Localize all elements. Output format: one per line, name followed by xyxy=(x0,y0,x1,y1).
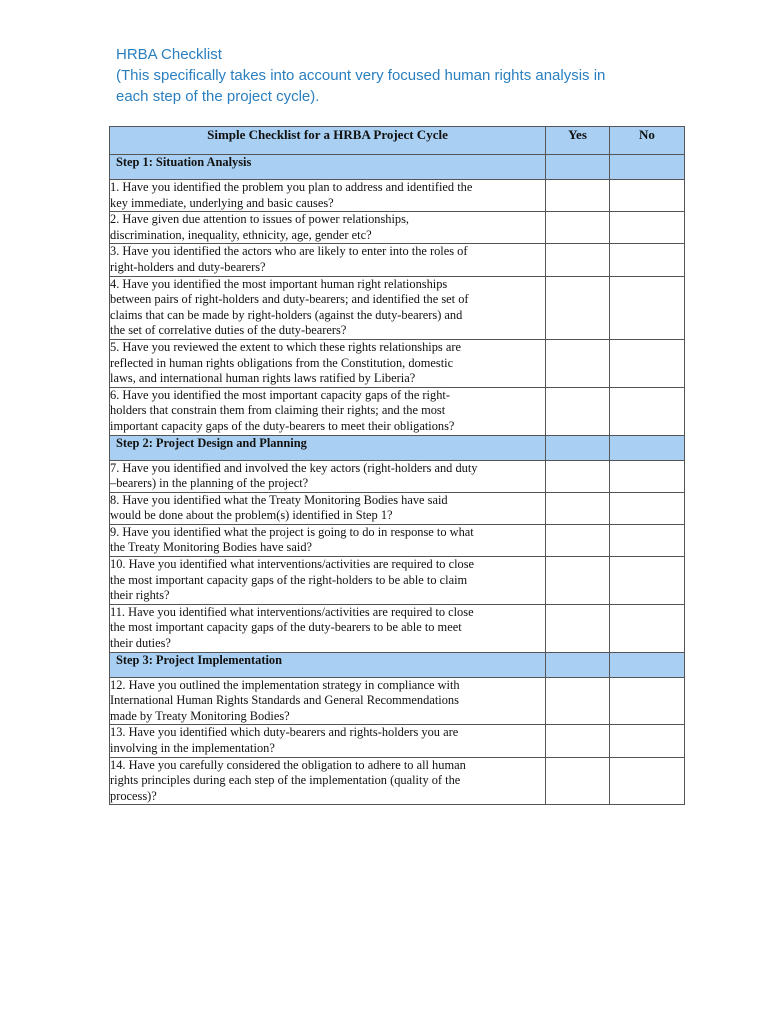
question-line: 6. Have you identified the most important capacity gaps of the right- xyxy=(110,387,450,402)
question-text xyxy=(110,757,546,805)
question-row xyxy=(110,276,685,339)
question-line: 4. Have you identified the most important human right relationships xyxy=(110,276,448,291)
step-header-row xyxy=(110,652,685,677)
question-text xyxy=(110,492,546,524)
question-line: 3. Have you identified the actors who are likely to enter into the roles of xyxy=(110,244,468,259)
question-line: discrimination, inequality, ethnicity, age, gender etc? xyxy=(110,227,372,242)
question-line: laws, and international human rights laws ratified by Liberia? xyxy=(110,371,416,386)
step-header-row xyxy=(110,155,685,180)
answer-yes-cell[interactable] xyxy=(546,339,610,387)
step-yes-cell xyxy=(546,155,610,180)
answer-yes-cell[interactable] xyxy=(546,244,610,276)
question-line: would be done about the problem(s) identified in Step 1? xyxy=(110,508,393,523)
step-no-cell xyxy=(610,155,685,180)
answer-no-cell[interactable] xyxy=(610,212,685,244)
answer-yes-cell[interactable] xyxy=(546,492,610,524)
checklist-body xyxy=(110,155,685,805)
answer-yes-cell[interactable] xyxy=(546,460,610,492)
document-subtitle-line-1: (This specifically takes into account very focused human rights analysis in xyxy=(116,67,606,84)
question-line: 11. Have you identified what interventions/activities are required to close xyxy=(110,604,474,619)
answer-no-cell[interactable] xyxy=(610,677,685,725)
answer-no-cell[interactable] xyxy=(610,276,685,339)
answer-no-cell[interactable] xyxy=(610,180,685,212)
question-line: the most important capacity gaps of the right-holders to be able to claim xyxy=(110,572,468,587)
question-text xyxy=(110,604,546,652)
question-line: 5. Have you reviewed the extent to which these rights relationships are xyxy=(110,339,461,354)
question-line: the Treaty Monitoring Bodies have said? xyxy=(110,540,313,555)
question-row xyxy=(110,677,685,725)
question-line: 9. Have you identified what the project is going to do in response to what xyxy=(110,524,474,539)
question-row xyxy=(110,212,685,244)
document-title: HRBA Checklist xyxy=(116,46,222,63)
question-line: between pairs of right-holders and duty-bearers; and identified the set of xyxy=(110,292,469,307)
question-row xyxy=(110,460,685,492)
answer-yes-cell[interactable] xyxy=(546,725,610,757)
question-line: 13. Have you identified which duty-bearers and rights-holders you are xyxy=(110,725,459,740)
question-line: important capacity gaps of the duty-bearers to meet their obligations? xyxy=(110,418,455,433)
question-line: the set of correlative duties of the duty-bearers? xyxy=(110,323,347,338)
question-text xyxy=(110,244,546,276)
question-line: –bearers) in the planning of the project? xyxy=(110,476,309,491)
question-text xyxy=(110,460,546,492)
question-line: 12. Have you outlined the implementation strategy in compliance with xyxy=(110,677,460,692)
question-row xyxy=(110,180,685,212)
question-line: reflected in human rights obligations from the Constitution, domestic xyxy=(110,355,454,370)
question-line: right-holders and duty-bearers? xyxy=(110,259,266,274)
question-text xyxy=(110,557,546,605)
answer-no-cell[interactable] xyxy=(610,339,685,387)
answer-no-cell[interactable] xyxy=(610,244,685,276)
step-label: Step 2: Project Design and Planning xyxy=(110,435,546,460)
answer-yes-cell[interactable] xyxy=(546,212,610,244)
question-line: the most important capacity gaps of the duty-bearers to be able to meet xyxy=(110,620,462,635)
question-line: process)? xyxy=(110,788,157,803)
answer-no-cell[interactable] xyxy=(610,524,685,556)
question-text xyxy=(110,180,546,212)
answer-yes-cell[interactable] xyxy=(546,387,610,435)
column-header-checklist: Simple Checklist for a HRBA Project Cycle xyxy=(110,127,546,155)
question-line: holders that constrain them from claiming their rights; and the most xyxy=(110,403,446,418)
question-line: 2. Have given due attention to issues of power relationships, xyxy=(110,212,410,227)
column-header-no: No xyxy=(610,127,685,155)
answer-no-cell[interactable] xyxy=(610,460,685,492)
table-header-row xyxy=(110,127,685,155)
question-row xyxy=(110,557,685,605)
step-label: Step 3: Project Implementation xyxy=(110,652,546,677)
answer-yes-cell[interactable] xyxy=(546,677,610,725)
step-no-cell xyxy=(610,652,685,677)
answer-no-cell[interactable] xyxy=(610,492,685,524)
hrba-checklist-table xyxy=(109,126,685,805)
question-line: rights principles during each step of the implementation (quality of the xyxy=(110,773,461,788)
question-row xyxy=(110,492,685,524)
question-text xyxy=(110,276,546,339)
step-label: Step 1: Situation Analysis xyxy=(110,155,546,180)
question-line: 8. Have you identified what the Treaty Monitoring Bodies have said xyxy=(110,492,448,507)
question-line: International Human Rights Standards and General Recommendations xyxy=(110,693,459,708)
question-line: key immediate, underlying and basic causes? xyxy=(110,195,334,210)
document-header xyxy=(116,44,676,107)
question-row xyxy=(110,387,685,435)
answer-no-cell[interactable] xyxy=(610,387,685,435)
question-row xyxy=(110,339,685,387)
question-line: their rights? xyxy=(110,588,170,603)
step-yes-cell xyxy=(546,435,610,460)
question-line: 1. Have you identified the problem you plan to address and identified the xyxy=(110,180,473,194)
question-row xyxy=(110,244,685,276)
question-line: involving in the implementation? xyxy=(110,741,275,755)
question-row xyxy=(110,524,685,556)
answer-yes-cell[interactable] xyxy=(546,604,610,652)
question-row xyxy=(110,604,685,652)
question-text xyxy=(110,339,546,387)
question-text xyxy=(110,212,546,244)
document-subtitle-line-2: each step of the project cycle). xyxy=(116,88,320,105)
answer-no-cell[interactable] xyxy=(610,557,685,605)
question-line: made by Treaty Monitoring Bodies? xyxy=(110,708,290,723)
answer-yes-cell[interactable] xyxy=(546,276,610,339)
step-no-cell xyxy=(610,435,685,460)
answer-yes-cell[interactable] xyxy=(546,557,610,605)
question-text xyxy=(110,524,546,556)
answer-no-cell[interactable] xyxy=(610,725,685,757)
answer-yes-cell[interactable] xyxy=(546,180,610,212)
question-line: their duties? xyxy=(110,636,171,651)
question-text xyxy=(110,387,546,435)
question-line: 7. Have you identified and involved the key actors (right-holders and duty xyxy=(110,460,478,475)
question-text xyxy=(110,725,546,757)
answer-yes-cell[interactable] xyxy=(546,524,610,556)
question-line: claims that can be made by right-holders (against the duty-bearers) and xyxy=(110,307,463,322)
answer-yes-cell[interactable] xyxy=(546,757,610,805)
column-header-yes: Yes xyxy=(546,127,610,155)
question-row xyxy=(110,725,685,757)
answer-no-cell[interactable] xyxy=(610,757,685,805)
question-row xyxy=(110,757,685,805)
answer-no-cell[interactable] xyxy=(610,604,685,652)
step-header-row xyxy=(110,435,685,460)
question-text xyxy=(110,677,546,725)
question-line: 10. Have you identified what interventions/activities are required to close xyxy=(110,557,475,572)
step-yes-cell xyxy=(546,652,610,677)
question-line: 14. Have you carefully considered the obligation to adhere to all human xyxy=(110,757,466,772)
